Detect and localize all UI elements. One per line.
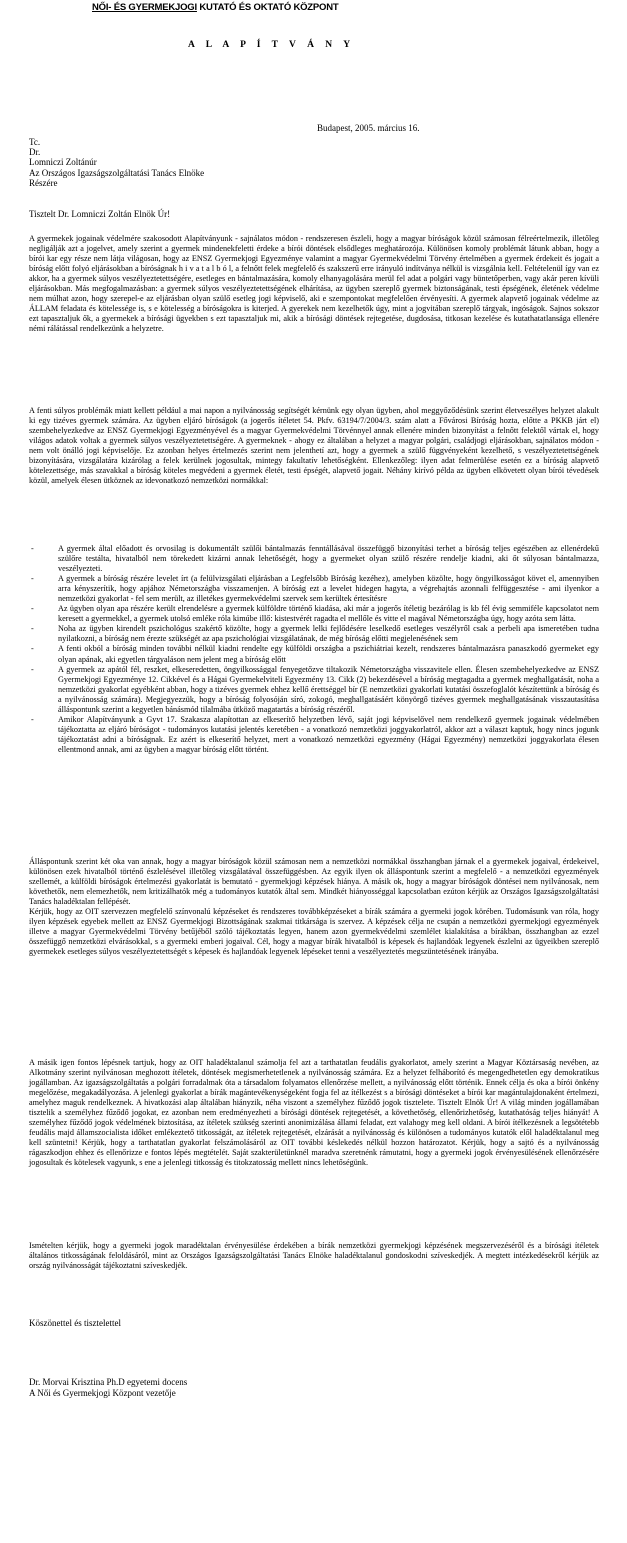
body-paragraph-3 — [29, 857, 599, 957]
paragraph-text: A gyermekek jogainak védelmére szakosodott Alapítványunk - sajnálatos módon - rendszeresen észleli, hogy a magyar bíróságok közül számosan félreértelmezik, illetőleg negligálják azt a jogelvet, amely szerint a gyermek mindenekfeletti érdeke a bírói döntések elsődleges meghatározója. Különösen komoly problémát látunk abban, hogy a bírói kar egy része nem látja világosan, hogy az ENSZ Gyermekjogi Egyezménye valamint a magyar Gyermekvédelmi Törvény értelmében a gyermek érdekeit és jogait a bíróság előtt folyó eljárásokban a bíróságnak h i v a t a l b ó l, a felnőtt felek megfelelő és szakszerű erre irányuló indítványa nélkül is vizsgálnia kell. Feltételenül így van ez akkor, ha a gyermek súlyos veszélyeztetettségére, esetleges en bántalmazására, komoly elhanyagolására merül fel adat a polgári vagy büntetőperben, vagy akár peren kívüli eljárásokban. Más megfogalmazásban: a gyermek súlyos veszélyeztetettségének elhárítása, az ügyben szereplő gyermek biztonságának, testi épségének, életének védelme nem múlhat azon, hogy szerepel-e az eljárásban olyan szülő esetleg jogi képviselő, aki e szempontokat megfelelően érvényesíti. A gyermek alapvető jogainak védelme az ÁLLAM feladata és kötelessége is, s e kötelesség a bíróságokra is kiterjed. A gyerekek nem kezelhetők úgy, mint a jogvitában szereplő tárgyak, ingóságok. Sajnos sokszor ezt tapasztaljuk ők, a gyermekek a bírósági ügyekben s ezt tapasztaljuk mi, akik a bírósági döntések rejtegetése, dugdosása, titkosan kezelése és kutathatatlansága ellenére némi rálátással rendelkezünk a helyzetre. — [29, 234, 599, 334]
signature-block — [29, 1377, 187, 1398]
list-item — [29, 644, 599, 664]
bullet-dash: - — [31, 664, 34, 674]
body-paragraph-4 — [29, 1058, 599, 1169]
recipient-name: Lomniczi Zoltánúr — [29, 157, 97, 168]
body-paragraph-5 — [29, 1241, 599, 1271]
bullet-dash: - — [31, 574, 34, 584]
signature-name: Dr. Morvai Krisztina Ph.D egyetemi docens — [29, 1377, 188, 1387]
organization-header — [92, 2, 339, 13]
paragraph-text: Ismételten kérjük, hogy a gyermeki jogok maradéktalan érvényesülése érdekében a bírák nemzetközi gyermekjogi képzésének megszervezéséről és a bírósági ítéletek általános titkosságának feloldásáról, mint az Országos Igazságszolgáltatási Tanács Elnöke haladéktalanul gondoskodni szíveskedjék. A megtett intézkedésekről kérjük az ország nyilvánosságát tájékoztatni szíveskedjék. — [29, 1241, 599, 1271]
list-item-text: Noha az ügyben kirendelt pszichológus szakértő közölte, hogy a gyermek lelki fejlődésére leselkedő esetleges veszélyről csak a perbeli apa ismeretében tudna nyilatkozni, a bíróság nem érezte szükségét az apa pszichológiai vizsgálatának, de még bíróság előtti megjelenésének sem — [58, 624, 599, 644]
list-item — [29, 715, 599, 755]
list-item-text: A fenti okból a bíróság minden további nélkül kiadni rendelte egy külföldi országba a pszichiátriai kezelt, rendszeres bántalmazásra panaszkodó gyermeket egy olyan apának, aki egyetlen tárgyaláson nem jelent meg a bíróság előtt — [58, 644, 599, 664]
list-item — [29, 574, 599, 604]
list-item-text: Amikor Alapítványunk a Gyvt 17. Szakasza alapítottan az elkeserítő helyzetben lévő, saját jogi képviselővel nem rendelkező gyermek jogainak védelmében tájékoztatta az eljáró bíróságot - tudományos kutatási jelentés keretében - a vonatkozó nemzetközi joggyakorlatról, akkor azt a választ kaptuk, hogy nincs jogunk tájékoztatást adni a bíróságnak. Ez azért is elkeserítő helyzet, mert a vonatkozó nemzetközi egyezmény (Hágai Egyezmény) nemzetközi joggyakorlata élesen ellentmond annak, ami az ügyben a magyar bíróság előtt történt. — [58, 714, 599, 754]
list-item-text: Az ügyben olyan apa részére került elrendelésre a gyermek külföldre történő kiadása, aki már a jogerős ítéletig bezárólag is kb fél évig semmiféle kapcsolatot nem keresett a gyermekkel, a gyermek utolsó emléke róla kimúbe illő: kistestvérét ragadta el mellőle és vitte el magával Németországba úgy, hogy azóta sem látta. — [58, 604, 599, 624]
paragraph-text: A fenti súlyos problémák miatt kellett például a mai napon a nyilvánosság segítségét kérnünk egy olyan ügyben, ahol meggyőződésünk szerint életveszélyes helyzet alakult ki egy tizéves gyermek számára. Az ügyben eljáró bíróságok (a jogerős ítéletet 54. Pkfv. 63194/7/2004/3. szám alatt a Fővárosi Bíróság hozta, előtte a PKKB járt el) szembehelyezkedve az ENSZ Gyermekjogi Egyezményével és a magyar Gyermekvédelmi Törvénnyel annak ellenére minden bizonyítást a felnőtt felektől vártak el, hogy világos adatok voltak a gyermek súlyos veszélyeztetettségére. A gyermeknek - ahogy ez általában a helyzet a magyar polgári, családjogi eljárásokban, sajnálatos módon - nem volt önálló jogi képviselője. Ez azonban helyes értelmezés szerint nem jelenthetí azt, hogy a gyermek a szülő függvényeként kezelhető, s veszélyeztetettségének bizonyítására, vizsgálatára kizárólag a felek kerülnek jogosultak, mintegy fakultatív lehetőségként. Ellenkezőleg: ilyen adat felmerülése esetén ez a bíróság alapvető kötelezettsége, más szavakkal a bíróság köteles megvédeni a gyermek életét, testi épségét, alapvető jogait. Néhány kirívó példa az ügyben elkövetett olyan bírói tévedések közül, amelyek élesen ütköznek az idevonatkozó nemzetközi normákkal: — [29, 406, 599, 486]
bullet-dash: - — [31, 624, 34, 634]
paragraph-text: Álláspontunk szerint két oka van annak, hogy a magyar bíróságok közül számosan nem a nemzetközi normákkal összhangban járnak el a gyermekek jogaival, érdekeivel, különösen ezek hivatalból történő észlelésével illetőleg vizsgálatával összefüggésben. Az egyik ilyen ok álláspontunk szerint a megfelelő - a nemzetközi egyezmények szellemét, a külföldi bíróságok értelmezési gyakorlatát is bemutató - gyermekjogi képzések hiánya. A másik ok, hogy a magyar bíróságok döntései nem nyilvánosak, nem követhetők, nem elemezhetők, nem kritizálhatók még a tudományos kutatók által sem. Mindkét hiányosséggal kapcsolatban ezúton kérjük az Országos Igazságszolgáltatási Tanács haladéktalan fellépését. Kérjük, hogy az OIT szervezzen megfelelő színvonalú képzéseket és rendszeres továbbképzéseket a bírák számára a gyermeki jogok körében. Tudomásunk van róla, hogy ilyen képzések egyebek mellett az ENSZ Gyermekjogi Bizottságának szakmai titkársága is szervez. A képzések célja ne csupán a nemzetközi gyermekjogi egyezmények illetve a magyar Gyermekvédelmi Törvény betűjéből szóló tájékoztatás legyen, hanem azon gyermekvédelmi szemlélet kialakítása a bírákban, összhangban az ezzel összefüggő nemzetközi elvárásokkal, s a gyermeki emberi jogaival. Cél, hogy a magyar bírák hivatalból is képesek és hajlandóak legyenek észlelni az ügyeikben szereplő gyermekek esetleges súlyos veszélyeztetettségét s képesek és hajlandóak legyenek lépéseket tenni a veszélyeztetés megszüntetésének irányába. — [29, 857, 599, 957]
list-item-text: A gyermek a bíróság részére levelet írt (a felülvizsgálati eljárásban a Legfelsőbb Bíróság kezéhez), amelyben közölte, hogy öngyilkosságot követ el, amennyiben arra kényszerítik, hogy apjához Németországba visszamenjen. A bíróság ezt a levelet hidegen hagyta, a végrehajtás azonnali felfüggesztése - ami ilyenkor a nemzetközi gyakorlat - fel sem merült, az illetékes gyermekvédelmi szervek sem kerültek értesítésre — [58, 574, 599, 604]
organization-header-underlined: NŐI- ÉS GYERMEKJOGI — [92, 2, 197, 13]
case-examples-list — [29, 544, 599, 755]
signature-title: A Női és Gyermekjogi Központ vezetője — [29, 1387, 176, 1398]
greeting: Tisztelt Dr. Lomniczi Zoltán Elnök Úr! — [29, 209, 171, 219]
organization-subtitle: A L A P Í T V Á N Y — [188, 40, 355, 50]
bullet-dash: - — [31, 544, 34, 553]
body-paragraph-1 — [29, 234, 599, 334]
list-item-text: A gyermek által előadott és orvosilag is dokumentált szülői bántalmazás fenntállásával összefüggő bizonyítási terhet a bíróság teljes egészében az ellenérdekű szülőre testálta, hivatalból nem törekedett kizárni annak lehetőségét, hogy a gyermeket olyan szülő részére rendelje kiadni, aki őt súlyosan bántalmazza, veszélyezteti. — [58, 544, 599, 574]
recipient-org: Az Országos Igazságszolgáltatási Tanács Elnöke — [29, 167, 205, 178]
list-item — [29, 544, 599, 574]
letter-date: Budapest, 2005. március 16. — [317, 123, 420, 133]
recipient-block — [29, 137, 204, 188]
bullet-dash: - — [31, 714, 34, 724]
list-item-text: A gyermek az apától fél, reszket, elkeseredetten, öngyilkossággal fenyegetőzve tiltakozik Németországba visszavitele ellen. Élesen szembehelyezkedve az ENSZ Gyermekjogi Egyezménye 12. Cikkével és a Hágai Gyermekelviteli Egyezmény 13. Cikk (2) bekezdésével a bíróság megtagadta a gyermek meghallgatását, noha a nemzetközi gyakorlat egyébként abban, hogy a tizéves gyermek ehhez kellő érettséggel bír (E nemzetközi gyakorlati kutatási összefoglalót készítettünk a bíróság és a nyilvánosság számára). Megjegyezzük, hogy a bíróság folyosóján síró, zokogó, meghallgatásáért könyörgő tizéves gyermek meghallgatásának visszautasítása álláspontunk szerint a kegyetlen bánásmód tilalmába ütköző magatartás a bíróság részéről. — [58, 664, 599, 714]
bullet-dash: - — [31, 604, 34, 614]
recipient-line: Dr. — [29, 147, 41, 158]
recipient-role: Részére — [29, 177, 58, 188]
list-item — [29, 624, 599, 644]
organization-header-rest: KUTATÓ ÉS OKTATÓ KÖZPONT — [196, 2, 339, 13]
list-item — [29, 665, 599, 715]
paragraph-text: A másik igen fontos lépésnek tartjuk, hogy az OIT haladéktalanul számolja fel azt a tarthatatlan feudális gyakorlatot, amely szerint a Magyar Köztársaság nevében, az Alkotmány szerint nyilvánosan meghozott ítéletek, döntések megismerhetetlenek a nyilvánosság számára. Ez a helyzet felháborító és megengedhetetlen egy demokratikus jogállamban. Az igazságszolgáltatás a polgári forradalmak óta a társadalom folyamatos ellenőrzése mellett, a nyilvánosság előtt történik. Ennek célja és oka a bírói önkény megelőzése, megakadályozása. A jelenlegi gyakorlat a bírák magántevékenységeként fogja fel az ítélkezést s a bírósági döntéseket a bírói kar magántulajdonaként értelmezi, amelyhez maguk rendelkeznek. A hivatkozási alap általában hiányzik, néha viszont a személyhez fűződő jogok tisztelete. Tisztelt Elnök Úr! A világ minden jogállamában tisztelik a személyhez fűződő jogokat, ez azonban nem eredményezheti a bírósági döntések rejtegetését, a követhetőség, ellenőrizhetőség, kutathatóság teljes hiányát! A személyhez fűződő jogok védelmének biztosítása, az ítéletek szükség szerinti anonimizálása állami feladat, ezt valahogy meg kell oldani. A bírói ítélkezésnek a legsötétebb feudális majd államszocialista időket emlékeztető titkosságát, az ítéletek rejtegetését, elzárását a nyilvánosság és különösen a tudományos kutatók elől haladéktalanul meg kell szüntetni! Kérjük, hogy a tarthatatlan gyakorlat felszámolásáról az OIT további késlekedés nélkül hozzon határozatot. Kérjük, hogy a sajtó és a nyilvánosság rágaszkodjon ehhez és ellenőrizze e fontos lépés megtételét. Saját szakterületünknél maradva szeretnénk rámutatni, hogy a gyermeki jogok érvényesülésének ellenőrzésére jogosultak és kötelesek vagyunk, s ene a jelenlegi titkosság és titokzatosság mellett nincs lehetőségünk. — [29, 1058, 599, 1168]
body-paragraph-2 — [29, 406, 599, 486]
bullet-dash: - — [31, 644, 34, 654]
recipient-line: Tc. — [29, 137, 41, 147]
closing-line: Köszönettel és tisztelettel — [29, 1318, 121, 1328]
list-item — [29, 604, 599, 624]
